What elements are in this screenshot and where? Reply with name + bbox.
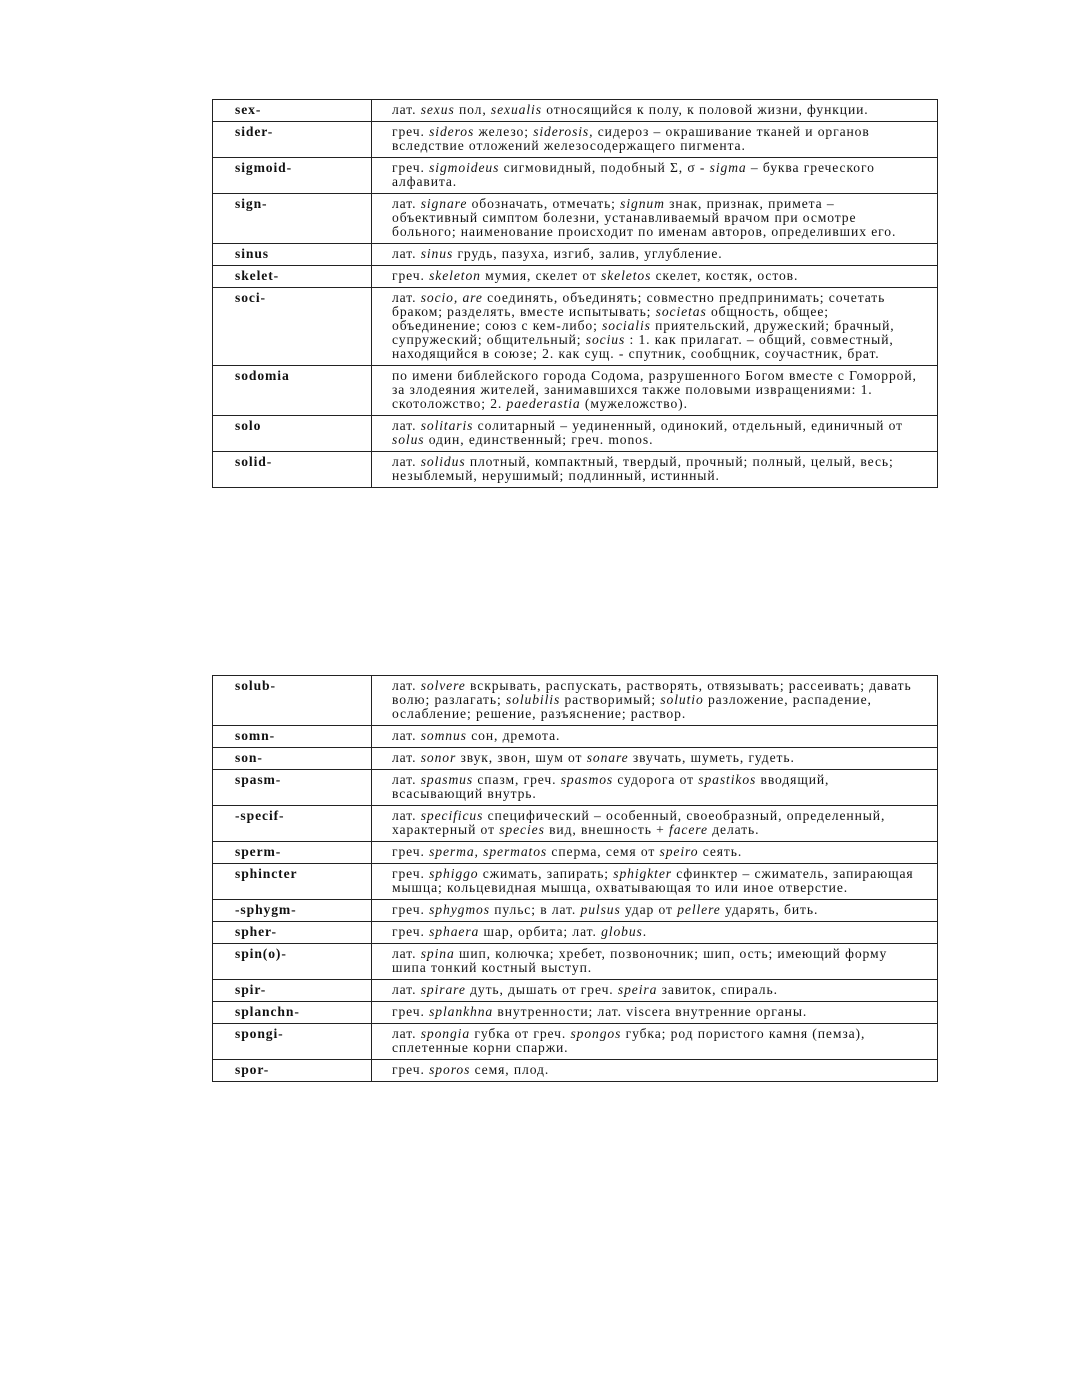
definition-cell: лат. socio, are соединять, объединять; совместно предпринимать; сочетать браком; разделять, вместе испытывать; societas общность, общее; объединение; союз с кем-либо; socialis приятельский, дружеский; брачный, супружеский; общительный; socius : 1. как прилагат. – общий, совместный, находящийся в союзе; 2. как сущ. - спутник, сообщник, соучастник, брат. [372, 288, 938, 366]
table-row [213, 748, 938, 770]
term-cell: spin(o)- [213, 944, 372, 980]
table-row [213, 288, 938, 366]
table-row [213, 1024, 938, 1060]
table-row [213, 980, 938, 1002]
term-cell: spasm- [213, 770, 372, 806]
definition-cell: греч. sigmoideus сигмовидный, подобный Σ, σ - sigma – буква греческого алфавита. [372, 158, 938, 194]
definition-cell: лат. solitaris солитарный – уединенный, одинокий, отдельный, единичный от solus один, единственный; греч. monos. [372, 416, 938, 452]
table-row [213, 770, 938, 806]
table-row [213, 1002, 938, 1024]
definition-cell: лат. sinus грудь, пазуха, изгиб, залив, углубление. [372, 244, 938, 266]
table-row [213, 864, 938, 900]
term-cell: sperm- [213, 842, 372, 864]
term-cell: sodomia [213, 366, 372, 416]
definition-cell: лат. specificus специфический – особенный, своеобразный, определенный, характерный от species вид, внешность + facere делать. [372, 806, 938, 842]
term-cell: sinus [213, 244, 372, 266]
table-row [213, 806, 938, 842]
table-row [213, 266, 938, 288]
term-cell: spongi- [213, 1024, 372, 1060]
term-cell: somn- [213, 726, 372, 748]
table-body [213, 676, 938, 1082]
term-cell: spir- [213, 980, 372, 1002]
definition-cell: греч. skeleton мумия, скелет от skeletos скелет, костяк, остов. [372, 266, 938, 288]
table-row [213, 452, 938, 488]
definition-cell: греч. sporos семя, плод. [372, 1060, 938, 1082]
table-body [213, 100, 938, 488]
term-cell: soci- [213, 288, 372, 366]
definition-cell: лат. sexus пол, sexualis относящийся к полу, к половой жизни, функции. [372, 100, 938, 122]
definition-cell: лат. signare обозначать, отмечать; signum знак, признак, примета – объективный симптом болезни, устанавливаемый врачом при осмотре больного; наименование происходит по именам авторов, определивших его. [372, 194, 938, 244]
term-cell: splanchn- [213, 1002, 372, 1024]
definition-cell: лат. solidus плотный, компактный, твердый, прочный; полный, целый, весь; незыблемый, нерушимый; подлинный, истинный. [372, 452, 938, 488]
table-row [213, 122, 938, 158]
definition-cell: греч. sphiggo сжимать, запирать; sphigkter сфинктер – сжиматель, запирающая мышца; кольцевидная мышца, охватывающая то или иное отверстие. [372, 864, 938, 900]
term-cell: -specif- [213, 806, 372, 842]
dictionary-table-1 [212, 99, 938, 488]
definition-cell: лат. spina шип, колючка; хребет, позвоночник; шип, ость; имеющий форму шипа тонкий костный выступ. [372, 944, 938, 980]
definition-cell: лат. spongia губка от греч. spongos губка; род пористого камня (пемза), сплетенные корни спаржи. [372, 1024, 938, 1060]
term-cell: sider- [213, 122, 372, 158]
table-row [213, 416, 938, 452]
table-row [213, 676, 938, 726]
term-cell: sigmoid- [213, 158, 372, 194]
definition-cell: по имени библейского города Содома, разрушенного Богом вместе с Гоморрой, за злодеяния жителей, занимавшихся также половыми извращениями: 1. скотоложство; 2. paederastia (мужеложство). [372, 366, 938, 416]
term-cell: sphincter [213, 864, 372, 900]
definition-cell: греч. sphaera шар, орбита; лат. globus. [372, 922, 938, 944]
term-cell: sex- [213, 100, 372, 122]
definition-cell: лат. solvere вскрывать, распускать, растворять, отвязывать; рассеивать; давать волю; разлагать; solubilis растворимый; solutio разложение, распадение, ослабление; решение, разъяснение; раствор. [372, 676, 938, 726]
term-cell: son- [213, 748, 372, 770]
definition-cell: греч. sperma, spermatos сперма, семя от speiro сеять. [372, 842, 938, 864]
table-row [213, 1060, 938, 1082]
term-cell: solo [213, 416, 372, 452]
term-cell: spher- [213, 922, 372, 944]
table-row [213, 944, 938, 980]
term-cell: -sphygm- [213, 900, 372, 922]
table-row [213, 842, 938, 864]
term-cell: solub- [213, 676, 372, 726]
dictionary-table-2 [212, 675, 938, 1082]
table-row [213, 922, 938, 944]
table-row [213, 194, 938, 244]
table-row [213, 158, 938, 194]
term-cell: solid- [213, 452, 372, 488]
definition-cell: греч. sideros железо; siderosis, сидероз – окрашивание тканей и органов вследствие отложений железосодержащего пигмента. [372, 122, 938, 158]
definition-cell: лат. spasmus спазм, греч. spasmos судорога от spastikos вводящий, всасывающий внутрь. [372, 770, 938, 806]
table-row [213, 726, 938, 748]
definition-cell: греч. sphygmos пульс; в лат. pulsus удар от pellere ударять, бить. [372, 900, 938, 922]
definition-cell: греч. splankhna внутренности; лат. viscera внутренние органы. [372, 1002, 938, 1024]
table-row [213, 244, 938, 266]
definition-cell: лат. spirare дуть, дышать от греч. speira завиток, спираль. [372, 980, 938, 1002]
definition-cell: лат. somnus сон, дремота. [372, 726, 938, 748]
term-cell: sign- [213, 194, 372, 244]
definition-cell: лат. sonor звук, звон, шум от sonare звучать, шуметь, гудеть. [372, 748, 938, 770]
table-row [213, 366, 938, 416]
term-cell: spor- [213, 1060, 372, 1082]
table-row [213, 900, 938, 922]
term-cell: skelet- [213, 266, 372, 288]
table-row [213, 100, 938, 122]
